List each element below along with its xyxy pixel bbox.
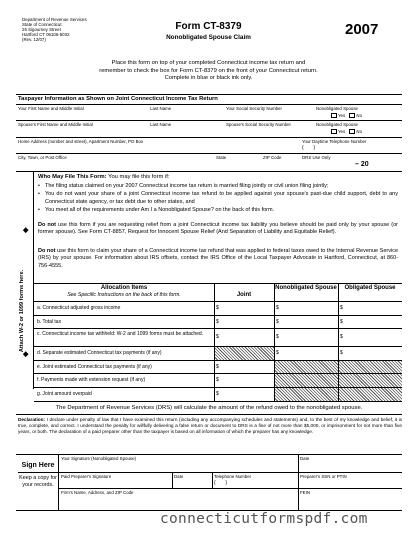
dollar-sign: $	[340, 350, 343, 356]
who-heading-rest: You may file this form if:	[108, 174, 170, 180]
yes-no-group-1	[331, 113, 362, 118]
who-bullet: • The filing status claimed on your 2007 Connecticut income tax return is married filing jointly or civil union filing jointly;	[38, 183, 398, 190]
yes-label: Yes	[338, 129, 346, 134]
note-irs-offset	[38, 248, 398, 270]
row-label-g: g. Joint amount overpaid	[37, 391, 92, 397]
declaration-bold: Declaration:	[18, 417, 46, 422]
phone-field[interactable]	[302, 143, 402, 153]
note-bold: Do not	[38, 222, 56, 228]
phone-parens: ( )	[302, 145, 316, 151]
dept-line: 25 Sigourney Street	[22, 27, 61, 33]
state-label: State	[216, 155, 227, 160]
signature-label: Your Signature (Nonobligated Spouse)	[61, 456, 137, 461]
declaration-text: I declare under penalty of law that I have examined this return (including any accompanying schedules and statements) and, to the best of my knowledge and belief, it is true, complete, and correct. I understand the penalty for willfully delivering a false return or document to DRS is a fine of not more than $5,000, or imprisonment for not more than five years, or both. The declaration of a paid preparer other than the taxpayer is based on all information of which the preparer has any knowledge.	[18, 417, 402, 435]
dept-line: Department of Revenue Services	[22, 17, 87, 22]
row-label-a: a. Connecticut adjusted gross income	[37, 305, 121, 311]
ssn-field[interactable]	[226, 110, 312, 120]
dollar-sign: $	[340, 334, 343, 340]
allocation-heading: Allocation Items	[100, 285, 148, 291]
drs-use-label: DRS Use Only	[302, 155, 331, 160]
who-bullets	[38, 183, 398, 216]
spouse-last-name-label: Last Name	[150, 122, 172, 127]
keep-copy-note: Keep a copy for your records.	[19, 475, 57, 489]
no-label: No	[356, 129, 363, 134]
hatched-cell	[275, 388, 338, 401]
watermark-text: connecticutformspdf.com	[160, 511, 368, 527]
dollar-sign: $	[276, 305, 279, 311]
first-name-field[interactable]	[18, 110, 218, 120]
firm-field[interactable]	[61, 495, 297, 507]
sign-here: Sign Here	[21, 462, 55, 469]
row-label-b: b. Total tax	[37, 319, 62, 325]
amount-input[interactable]	[281, 302, 337, 314]
instruction-line: Complete in blue or black ink only.	[164, 75, 253, 82]
no-label: No	[356, 113, 363, 118]
amount-input[interactable]	[345, 302, 401, 314]
allocation-footer: The Department of Revenue Services (DRS) will calculate the amount of the refund owed to the nonobligated spouse.	[55, 405, 363, 411]
phone-label: Your Daytime Telephone Number	[302, 139, 367, 144]
drs-suffix: – 20	[355, 161, 369, 168]
spouse-ssn-field[interactable]	[226, 126, 312, 136]
dollar-sign: $	[276, 334, 279, 340]
signature-field[interactable]	[61, 461, 297, 471]
instruction-line: remember to check the box for Form CT-8379 on the front of your Connecticut return.	[99, 67, 318, 74]
dollar-sign: $	[216, 391, 219, 397]
row-label-c: c. Connecticut income tax withheld: W-2 and 1099 forms must be attached.	[37, 331, 204, 337]
amount-input[interactable]	[221, 302, 273, 314]
no-checkbox[interactable]	[349, 129, 355, 134]
state-field[interactable]	[216, 159, 256, 169]
hatched-cell	[339, 388, 402, 401]
dept-line: State of Connecticut	[22, 22, 62, 28]
arrow-icon: ◆	[23, 351, 29, 358]
spouse-ssn-label: Spouse's Social Security Number	[226, 122, 292, 127]
allocation-subheading: See Specific Instructions on the back of this form.	[67, 292, 181, 298]
dollar-sign: $	[216, 364, 219, 370]
row-label-f: f. Payments made with extension request (if any)	[37, 377, 146, 383]
note-text: use this form to claim your share of a Connecticut income tax refund that was applied to federal taxes owed to the Internal Revenue Service (IRS) by your spouse. For information about IRS offsets, contact the IRS Office of the Local Taxpayer Advocate in Hartford, Connecticut, at 860-756-4555.	[38, 248, 399, 269]
dollar-sign: $	[216, 319, 219, 325]
dollar-sign: $	[276, 319, 279, 325]
dollar-sign: $	[216, 305, 219, 311]
instructions	[0, 60, 417, 83]
revision-date: (Rev. 12/07)	[22, 37, 46, 43]
yes-checkbox[interactable]	[331, 113, 337, 118]
note-text: use this form if you are requesting relief from a joint Connecticut income tax liability you believe should be paid only by your spouse (or former spouse). See Form CT-8857, Request for Innocent Spouse Relief (And Separation of Liability and Equitable Relief).	[38, 222, 398, 236]
yes-label: Yes	[338, 113, 346, 118]
date-field[interactable]	[300, 461, 400, 471]
preparer-ssn-label: Preparer's SSN or PTIN	[300, 474, 347, 479]
col-obligated: Obligated Spouse	[344, 285, 396, 291]
hatched-cell	[339, 374, 402, 387]
ssn-label: Your Social Security Number	[226, 106, 282, 111]
city-field[interactable]	[18, 159, 208, 169]
col-nonobligated: Nonobligated Spouse	[275, 285, 337, 291]
date-label: Date	[300, 456, 310, 461]
tax-year: 2007	[345, 21, 379, 38]
zip-field[interactable]	[263, 159, 298, 169]
fein-field[interactable]	[300, 495, 400, 507]
city-label: City, Town, or Post Office	[18, 155, 67, 160]
address-field[interactable]	[18, 143, 298, 153]
taxpayer-section-heading: Taxpayer Information as Shown on Joint Connecticut Income Tax Return	[18, 96, 218, 102]
dept-line: Hartford CT 06106-5032	[22, 32, 70, 38]
hatched-cell	[215, 347, 274, 360]
firm-label: Firm's Name, Address, and ZIP Code	[61, 490, 134, 495]
preparer-signature-label: Paid Preparer's Signature	[61, 474, 112, 479]
yes-no-group-2	[331, 129, 362, 134]
nonobligated-label-2: Nonobligated Spouse	[316, 122, 358, 127]
first-name-label: Your First Name and Middle Initial	[18, 106, 84, 111]
nonobligated-label: Nonobligated Spouse	[316, 106, 358, 111]
attach-forms-text: Attach W-2 or 1099 forms here.	[19, 269, 25, 353]
zip-label: ZIP Code	[263, 155, 282, 160]
spouse-first-name-label: Spouse's First Name and Middle Initial	[18, 122, 93, 127]
who-bullet: • You do not want your share of a joint Connecticut income tax refund to be applied against your spouse's past-due child support, debt to any Connecticut state agency, or tax debt due to other states, and	[38, 191, 398, 206]
who-bullet: • You meet all of the requirements under Am I a Nonobligated Spouse? on the back of this form.	[38, 207, 398, 214]
telephone-label: Telephone Number	[214, 474, 252, 479]
who-heading-bold: Who May File This Form:	[38, 174, 107, 180]
note-innocent-spouse	[38, 222, 398, 237]
arrow-icon: ◆	[23, 227, 29, 234]
spouse-name-field[interactable]	[18, 126, 218, 136]
telephone-parens: ( )	[214, 480, 228, 486]
last-name-label: Last Name	[150, 106, 172, 111]
instruction-line: Place this form on top of your completed Connecticut income tax return and	[111, 60, 306, 66]
hatched-cell	[275, 361, 338, 373]
who-may-file-heading	[38, 174, 169, 180]
col-joint: Joint	[236, 292, 252, 298]
address-label: Home Address (number and street), Apartment Number, PO Box	[18, 139, 144, 144]
row-label-d: d. Separate estimated Connecticut tax payments (if any)	[37, 350, 162, 356]
no-checkbox[interactable]	[349, 113, 355, 118]
dollar-sign: $	[216, 377, 219, 383]
note-bold: Do not	[38, 248, 56, 254]
row-label-e: e. Joint estimated Connecticut tax payments (if any)	[37, 364, 152, 370]
dollar-sign: $	[216, 334, 219, 340]
hatched-cell	[339, 361, 402, 373]
hatched-cell	[275, 374, 338, 387]
declaration	[18, 417, 402, 435]
dollar-sign: $	[340, 319, 343, 325]
dollar-sign: $	[276, 350, 279, 356]
dollar-sign: $	[340, 305, 343, 311]
form-subtitle: Nonobligated Spouse Claim	[166, 34, 251, 41]
preparer-date-label: Date	[174, 474, 184, 479]
form-title: Form CT-8379	[175, 21, 242, 32]
yes-checkbox[interactable]	[331, 129, 337, 134]
fein-label: FEIN	[300, 490, 311, 495]
